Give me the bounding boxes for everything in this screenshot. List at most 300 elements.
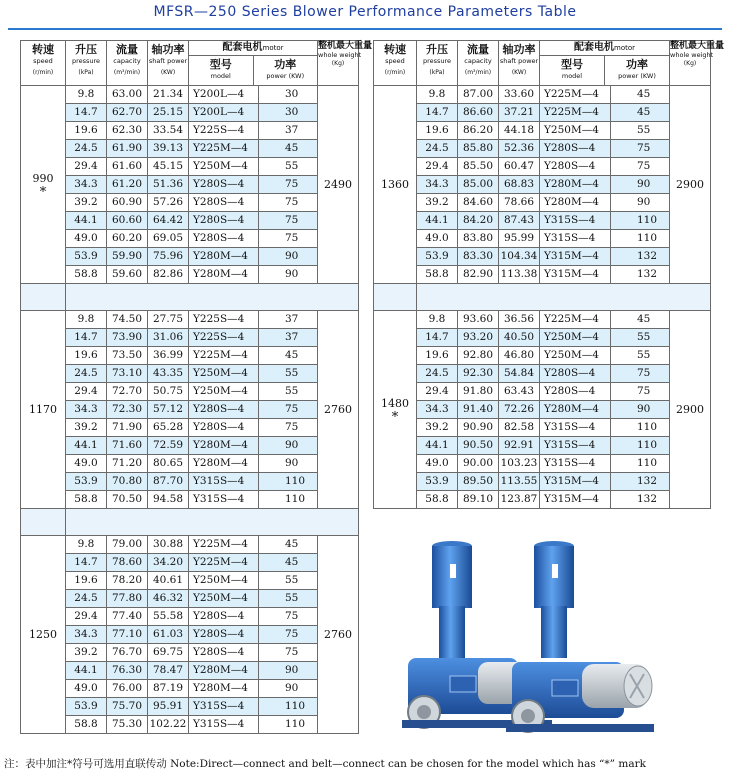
- pressure-cell: 58.8: [66, 491, 107, 509]
- motor-power-cell: 75: [259, 176, 318, 194]
- table-row: [374, 329, 711, 347]
- motor-model-cell: Y225M—4: [189, 554, 259, 572]
- table-row: [21, 590, 359, 608]
- motor-model-cell: Y280S—4: [189, 194, 259, 212]
- pressure-cell: 39.2: [66, 644, 107, 662]
- motor-model-cell: Y225S—4: [189, 311, 259, 329]
- pressure-cell: 58.8: [417, 491, 458, 509]
- shaft-power-cell: 39.13: [148, 140, 189, 158]
- motor-power-cell: 75: [259, 212, 318, 230]
- capacity-cell: 73.10: [107, 365, 148, 383]
- speed-cell: 1170: [21, 311, 66, 509]
- table-row: [21, 419, 359, 437]
- capacity-cell: 92.30: [458, 365, 499, 383]
- motor-model-cell: Y315S—4: [189, 491, 259, 509]
- motor-power-cell: 75: [259, 194, 318, 212]
- shaft-power-cell: 30.88: [148, 536, 189, 554]
- capacity-cell: 63.00: [107, 86, 148, 104]
- table-row: [21, 311, 359, 329]
- shaft-power-cell: 61.03: [148, 626, 189, 644]
- pressure-cell: 34.3: [417, 401, 458, 419]
- pressure-cell: 44.1: [417, 437, 458, 455]
- shaft-power-cell: 51.36: [148, 176, 189, 194]
- table-row: [21, 140, 359, 158]
- pressure-cell: 29.4: [417, 383, 458, 401]
- capacity-cell: 83.30: [458, 248, 499, 266]
- motor-model-cell: Y315S—4: [540, 437, 611, 455]
- shaft-power-cell: 55.58: [148, 608, 189, 626]
- motor-model-cell: Y280M—4: [189, 248, 259, 266]
- shaft-power-cell: 36.56: [499, 311, 540, 329]
- capacity-cell: 86.60: [458, 104, 499, 122]
- motor-power-cell: 110: [611, 419, 670, 437]
- motor-power-cell: 90: [259, 662, 318, 680]
- motor-model-cell: Y225M—4: [540, 104, 611, 122]
- motor-power-cell: 45: [259, 140, 318, 158]
- table-row: [21, 230, 359, 248]
- motor-model-cell: Y280S—4: [189, 608, 259, 626]
- table-header-row: [21, 41, 359, 86]
- motor-model-cell: Y315S—4: [540, 230, 611, 248]
- shaft-power-header: 轴功率 shaft power (KW): [499, 41, 540, 86]
- motor-power-cell: 55: [611, 122, 670, 140]
- motor-model-cell: Y225M—4: [540, 311, 611, 329]
- pressure-cell: 24.5: [66, 365, 107, 383]
- motor-power-cell: 55: [259, 158, 318, 176]
- table-row: [374, 122, 711, 140]
- shaft-power-cell: 57.26: [148, 194, 189, 212]
- capacity-cell: 84.60: [458, 194, 499, 212]
- capacity-cell: 78.20: [107, 572, 148, 590]
- motor-model-cell: Y225S—4: [189, 122, 259, 140]
- table-row: [374, 473, 711, 491]
- shaft-power-cell: 52.36: [499, 140, 540, 158]
- capacity-cell: 85.00: [458, 176, 499, 194]
- page-title: MFSR—250 Series Blower Performance Parameters Table: [153, 4, 577, 20]
- shaft-power-header: 轴功率 shaft power (KW): [148, 41, 189, 86]
- motor-power-cell: 55: [611, 329, 670, 347]
- capacity-cell: 93.60: [458, 311, 499, 329]
- capacity-cell: 74.50: [107, 311, 148, 329]
- motor-power-cell: 30: [259, 104, 318, 122]
- motor-model-cell: Y315M—4: [540, 248, 611, 266]
- capacity-cell: 86.20: [458, 122, 499, 140]
- shaft-power-cell: 78.47: [148, 662, 189, 680]
- shaft-power-cell: 33.60: [499, 86, 540, 104]
- motor-power-cell: 45: [259, 536, 318, 554]
- pressure-cell: 58.8: [66, 266, 107, 284]
- motor-power-cell: 90: [259, 437, 318, 455]
- motor-model-cell: Y315S—4: [189, 716, 259, 734]
- table-row: [374, 140, 711, 158]
- pressure-cell: 44.1: [66, 437, 107, 455]
- shaft-power-cell: 44.18: [499, 122, 540, 140]
- capacity-cell: 71.20: [107, 455, 148, 473]
- table-row: [374, 176, 711, 194]
- pressure-cell: 14.7: [417, 329, 458, 347]
- table-row: [21, 383, 359, 401]
- motor-power-cell: 75: [611, 140, 670, 158]
- capacity-cell: 83.80: [458, 230, 499, 248]
- speed-cell: 1480 *: [374, 311, 417, 509]
- weight-cell: 2760: [318, 311, 359, 509]
- weight-cell: 2900: [670, 86, 711, 284]
- shaft-power-cell: 69.05: [148, 230, 189, 248]
- capacity-cell: 93.20: [458, 329, 499, 347]
- motor-model-cell: Y315S—4: [540, 455, 611, 473]
- shaft-power-cell: 25.15: [148, 104, 189, 122]
- table-row: [21, 86, 359, 104]
- capacity-cell: 76.70: [107, 644, 148, 662]
- table-row: [21, 437, 359, 455]
- shaft-power-cell: 40.61: [148, 572, 189, 590]
- table-row: [21, 716, 359, 734]
- capacity-cell: 90.90: [458, 419, 499, 437]
- shaft-power-cell: 34.20: [148, 554, 189, 572]
- motor-model-cell: Y200L—4: [189, 86, 259, 104]
- table-row: [21, 491, 359, 509]
- motor-power-cell: 110: [611, 212, 670, 230]
- motor-power-cell: 55: [259, 572, 318, 590]
- pressure-cell: 9.8: [417, 311, 458, 329]
- motor-model-cell: Y250M—4: [540, 329, 611, 347]
- group-separator-row: [21, 284, 359, 311]
- motor-model-cell: Y315S—4: [189, 698, 259, 716]
- shaft-power-cell: 82.86: [148, 266, 189, 284]
- pressure-cell: 58.8: [66, 716, 107, 734]
- capacity-cell: 89.10: [458, 491, 499, 509]
- motor-power-cell: 55: [259, 383, 318, 401]
- motor-model-cell: Y280S—4: [189, 212, 259, 230]
- pressure-cell: 34.3: [417, 176, 458, 194]
- shaft-power-cell: 123.87: [499, 491, 540, 509]
- capacity-cell: 62.70: [107, 104, 148, 122]
- motor-header: 配套电机motor 型号 model 功率 power (KW): [189, 41, 318, 86]
- power-header: 功率 power (KW): [604, 56, 669, 85]
- motor-model-cell: Y250M—4: [540, 122, 611, 140]
- motor-model-cell: Y225M—4: [540, 86, 611, 104]
- shaft-power-cell: 95.91: [148, 698, 189, 716]
- motor-power-cell: 75: [259, 401, 318, 419]
- motor-model-cell: Y280M—4: [189, 662, 259, 680]
- table-row: [21, 194, 359, 212]
- motor-model-cell: Y280S—4: [189, 176, 259, 194]
- shaft-power-cell: 72.59: [148, 437, 189, 455]
- motor-power-cell: 90: [259, 248, 318, 266]
- capacity-cell: 75.30: [107, 716, 148, 734]
- motor-model-cell: Y250M—4: [189, 383, 259, 401]
- table-row: [21, 104, 359, 122]
- motor-model-cell: Y280S—4: [540, 383, 611, 401]
- motor-model-cell: Y280S—4: [540, 365, 611, 383]
- motor-model-cell: Y315M—4: [540, 266, 611, 284]
- table-row: [374, 212, 711, 230]
- table-row: [21, 473, 359, 491]
- capacity-cell: 70.50: [107, 491, 148, 509]
- shaft-power-cell: 80.65: [148, 455, 189, 473]
- table-row: [374, 437, 711, 455]
- direct-connect-mark: *: [39, 185, 47, 200]
- weight-cell: 2490: [318, 86, 359, 284]
- motor-power-cell: 110: [611, 437, 670, 455]
- shaft-power-cell: 31.06: [148, 329, 189, 347]
- motor-model-cell: Y280S—4: [540, 140, 611, 158]
- motor-model-cell: Y225M—4: [189, 536, 259, 554]
- motor-power-cell: 90: [611, 194, 670, 212]
- pressure-header: 升压 pressure (kPa): [417, 41, 458, 86]
- table-row: [374, 230, 711, 248]
- motor-power-cell: 55: [611, 347, 670, 365]
- motor-power-cell: 45: [611, 311, 670, 329]
- shaft-power-cell: 57.12: [148, 401, 189, 419]
- motor-model-cell: Y280S—4: [189, 419, 259, 437]
- pressure-cell: 29.4: [66, 383, 107, 401]
- motor-model-cell: Y315M—4: [540, 491, 611, 509]
- table-row: [21, 266, 359, 284]
- pressure-cell: 53.9: [417, 473, 458, 491]
- weight-cell: 2760: [318, 536, 359, 734]
- motor-power-cell: 132: [611, 473, 670, 491]
- motor-model-cell: Y280M—4: [189, 680, 259, 698]
- pressure-cell: 49.0: [66, 680, 107, 698]
- motor-model-cell: Y250M—4: [189, 158, 259, 176]
- motor-model-cell: Y315S—4: [540, 212, 611, 230]
- motor-model-cell: Y280S—4: [540, 158, 611, 176]
- shaft-power-cell: 36.99: [148, 347, 189, 365]
- motor-power-cell: 110: [259, 698, 318, 716]
- shaft-power-cell: 87.70: [148, 473, 189, 491]
- right-performance-table: [373, 40, 725, 509]
- pressure-cell: 19.6: [66, 572, 107, 590]
- motor-model-cell: Y250M—4: [189, 590, 259, 608]
- footnote: 注：表中加注*符号可选用直联传动 Note:Direct—connect and belt—connect can be chosen for the model which has “*” mark: [4, 758, 646, 770]
- motor-model-cell: Y250M—4: [189, 572, 259, 590]
- shaft-power-cell: 103.23: [499, 455, 540, 473]
- table-row: [374, 401, 711, 419]
- pressure-cell: 39.2: [66, 194, 107, 212]
- capacity-cell: 78.60: [107, 554, 148, 572]
- shaft-power-cell: 45.15: [148, 158, 189, 176]
- motor-power-cell: 90: [259, 455, 318, 473]
- motor-model-cell: Y280M—4: [189, 266, 259, 284]
- pressure-cell: 44.1: [417, 212, 458, 230]
- table-row: [21, 329, 359, 347]
- weight-cell: 2900: [670, 311, 711, 509]
- pressure-cell: 39.2: [417, 194, 458, 212]
- capacity-cell: 82.90: [458, 266, 499, 284]
- table-row: [374, 86, 711, 104]
- pressure-cell: 44.1: [66, 212, 107, 230]
- table-row: [374, 365, 711, 383]
- table-row: [21, 347, 359, 365]
- capacity-cell: 71.90: [107, 419, 148, 437]
- capacity-cell: 76.00: [107, 680, 148, 698]
- shaft-power-cell: 102.22: [148, 716, 189, 734]
- pressure-cell: 39.2: [417, 419, 458, 437]
- pressure-cell: 39.2: [66, 419, 107, 437]
- motor-power-cell: 90: [259, 266, 318, 284]
- shaft-power-cell: 87.43: [499, 212, 540, 230]
- pressure-cell: 24.5: [417, 140, 458, 158]
- motor-model-cell: Y280M—4: [189, 437, 259, 455]
- pressure-cell: 53.9: [417, 248, 458, 266]
- motor-power-cell: 75: [259, 230, 318, 248]
- motor-power-cell: 90: [259, 680, 318, 698]
- table-row: [374, 347, 711, 365]
- pressure-cell: 24.5: [417, 365, 458, 383]
- shaft-power-cell: 92.91: [499, 437, 540, 455]
- table-row: [374, 194, 711, 212]
- capacity-cell: 77.80: [107, 590, 148, 608]
- motor-power-cell: 110: [611, 455, 670, 473]
- motor-power-cell: 132: [611, 491, 670, 509]
- motor-model-cell: Y225M—4: [189, 140, 259, 158]
- capacity-cell: 60.60: [107, 212, 148, 230]
- pressure-cell: 29.4: [66, 158, 107, 176]
- capacity-cell: 59.60: [107, 266, 148, 284]
- shaft-power-cell: 113.38: [499, 266, 540, 284]
- shaft-power-cell: 27.75: [148, 311, 189, 329]
- capacity-cell: 71.60: [107, 437, 148, 455]
- pressure-cell: 19.6: [417, 347, 458, 365]
- pressure-cell: 19.6: [66, 122, 107, 140]
- capacity-cell: 60.20: [107, 230, 148, 248]
- shaft-power-cell: 78.66: [499, 194, 540, 212]
- weight-header: 整机最大重量 whole weight (Kg): [318, 41, 359, 86]
- shaft-power-cell: 82.58: [499, 419, 540, 437]
- pressure-cell: 14.7: [66, 554, 107, 572]
- pressure-cell: 24.5: [66, 590, 107, 608]
- motor-model-cell: Y280M—4: [189, 455, 259, 473]
- motor-model-cell: Y250M—4: [540, 347, 611, 365]
- motor-model-cell: Y280S—4: [189, 230, 259, 248]
- capacity-cell: 87.00: [458, 86, 499, 104]
- motor-power-cell: 37: [259, 122, 318, 140]
- capacity-cell: 70.80: [107, 473, 148, 491]
- motor-model-cell: Y315M—4: [540, 473, 611, 491]
- pressure-cell: 34.3: [66, 401, 107, 419]
- shaft-power-cell: 69.75: [148, 644, 189, 662]
- table-row: [21, 365, 359, 383]
- pressure-header: 升压 pressure (kPa): [66, 41, 107, 86]
- group-separator-row: [21, 509, 359, 536]
- shaft-power-cell: 46.80: [499, 347, 540, 365]
- table-row: [21, 608, 359, 626]
- pressure-cell: 49.0: [66, 230, 107, 248]
- pressure-cell: 34.3: [66, 176, 107, 194]
- capacity-cell: 73.90: [107, 329, 148, 347]
- motor-power-cell: 132: [611, 248, 670, 266]
- motor-model-cell: Y280S—4: [189, 401, 259, 419]
- model-header: 型号 model: [561, 58, 583, 80]
- model-header: 型号 model: [209, 58, 232, 80]
- pressure-cell: 53.9: [66, 473, 107, 491]
- motor-power-cell: 75: [259, 419, 318, 437]
- table-row: [21, 248, 359, 266]
- motor-model-cell: Y315S—4: [540, 419, 611, 437]
- motor-power-cell: 75: [259, 644, 318, 662]
- table-row: [21, 401, 359, 419]
- left-performance-table: [20, 40, 373, 734]
- table-row: [374, 455, 711, 473]
- motor-power-cell: 45: [611, 86, 670, 104]
- pressure-cell: 53.9: [66, 248, 107, 266]
- pressure-cell: 58.8: [417, 266, 458, 284]
- pressure-cell: 49.0: [417, 230, 458, 248]
- capacity-cell: 90.00: [458, 455, 499, 473]
- motor-model-cell: Y200L—4: [189, 104, 259, 122]
- capacity-header: 流量 capacity (m³/min): [458, 41, 499, 86]
- motor-power-cell: 75: [611, 158, 670, 176]
- motor-model-cell: Y225M—4: [189, 347, 259, 365]
- capacity-cell: 72.70: [107, 383, 148, 401]
- table-row: [21, 554, 359, 572]
- table-row: [21, 644, 359, 662]
- shaft-power-cell: 21.34: [148, 86, 189, 104]
- pressure-cell: 9.8: [66, 311, 107, 329]
- motor-power-cell: 45: [259, 554, 318, 572]
- pressure-cell: 19.6: [66, 347, 107, 365]
- table-row: [374, 491, 711, 509]
- motor-power-cell: 75: [259, 626, 318, 644]
- capacity-cell: 85.50: [458, 158, 499, 176]
- capacity-cell: 76.30: [107, 662, 148, 680]
- table-row: [21, 536, 359, 554]
- table-row: [21, 626, 359, 644]
- motor-model-cell: Y280M—4: [540, 176, 611, 194]
- table-row: [21, 212, 359, 230]
- shaft-power-cell: 40.50: [499, 329, 540, 347]
- capacity-cell: 77.40: [107, 608, 148, 626]
- motor-power-cell: 45: [259, 347, 318, 365]
- motor-power-cell: 55: [259, 365, 318, 383]
- capacity-cell: 75.70: [107, 698, 148, 716]
- shaft-power-cell: 65.28: [148, 419, 189, 437]
- capacity-cell: 61.60: [107, 158, 148, 176]
- pressure-cell: 34.3: [66, 626, 107, 644]
- capacity-cell: 62.30: [107, 122, 148, 140]
- capacity-cell: 79.00: [107, 536, 148, 554]
- motor-model-cell: Y315S—4: [189, 473, 259, 491]
- pressure-cell: 49.0: [417, 455, 458, 473]
- table-row: [374, 419, 711, 437]
- pressure-cell: 53.9: [66, 698, 107, 716]
- shaft-power-cell: 94.58: [148, 491, 189, 509]
- direct-connect-mark: *: [391, 410, 399, 425]
- shaft-power-cell: 46.32: [148, 590, 189, 608]
- pressure-cell: 9.8: [66, 536, 107, 554]
- motor-power-cell: 110: [259, 716, 318, 734]
- table-row: [21, 455, 359, 473]
- pressure-cell: 29.4: [417, 158, 458, 176]
- capacity-cell: 92.80: [458, 347, 499, 365]
- capacity-cell: 91.80: [458, 383, 499, 401]
- table-row: [21, 662, 359, 680]
- motor-power-cell: 37: [259, 311, 318, 329]
- motor-power-cell: 110: [611, 230, 670, 248]
- shaft-power-cell: 60.47: [499, 158, 540, 176]
- speed-cell: 990 *: [21, 86, 66, 284]
- pressure-cell: 9.8: [417, 86, 458, 104]
- capacity-cell: 61.20: [107, 176, 148, 194]
- shaft-power-cell: 72.26: [499, 401, 540, 419]
- motor-model-cell: Y250M—4: [189, 365, 259, 383]
- motor-power-cell: 90: [611, 176, 670, 194]
- pressure-cell: 9.8: [66, 86, 107, 104]
- power-header: 功率 power (KW): [253, 56, 318, 85]
- table-row: [21, 680, 359, 698]
- motor-power-cell: 55: [259, 590, 318, 608]
